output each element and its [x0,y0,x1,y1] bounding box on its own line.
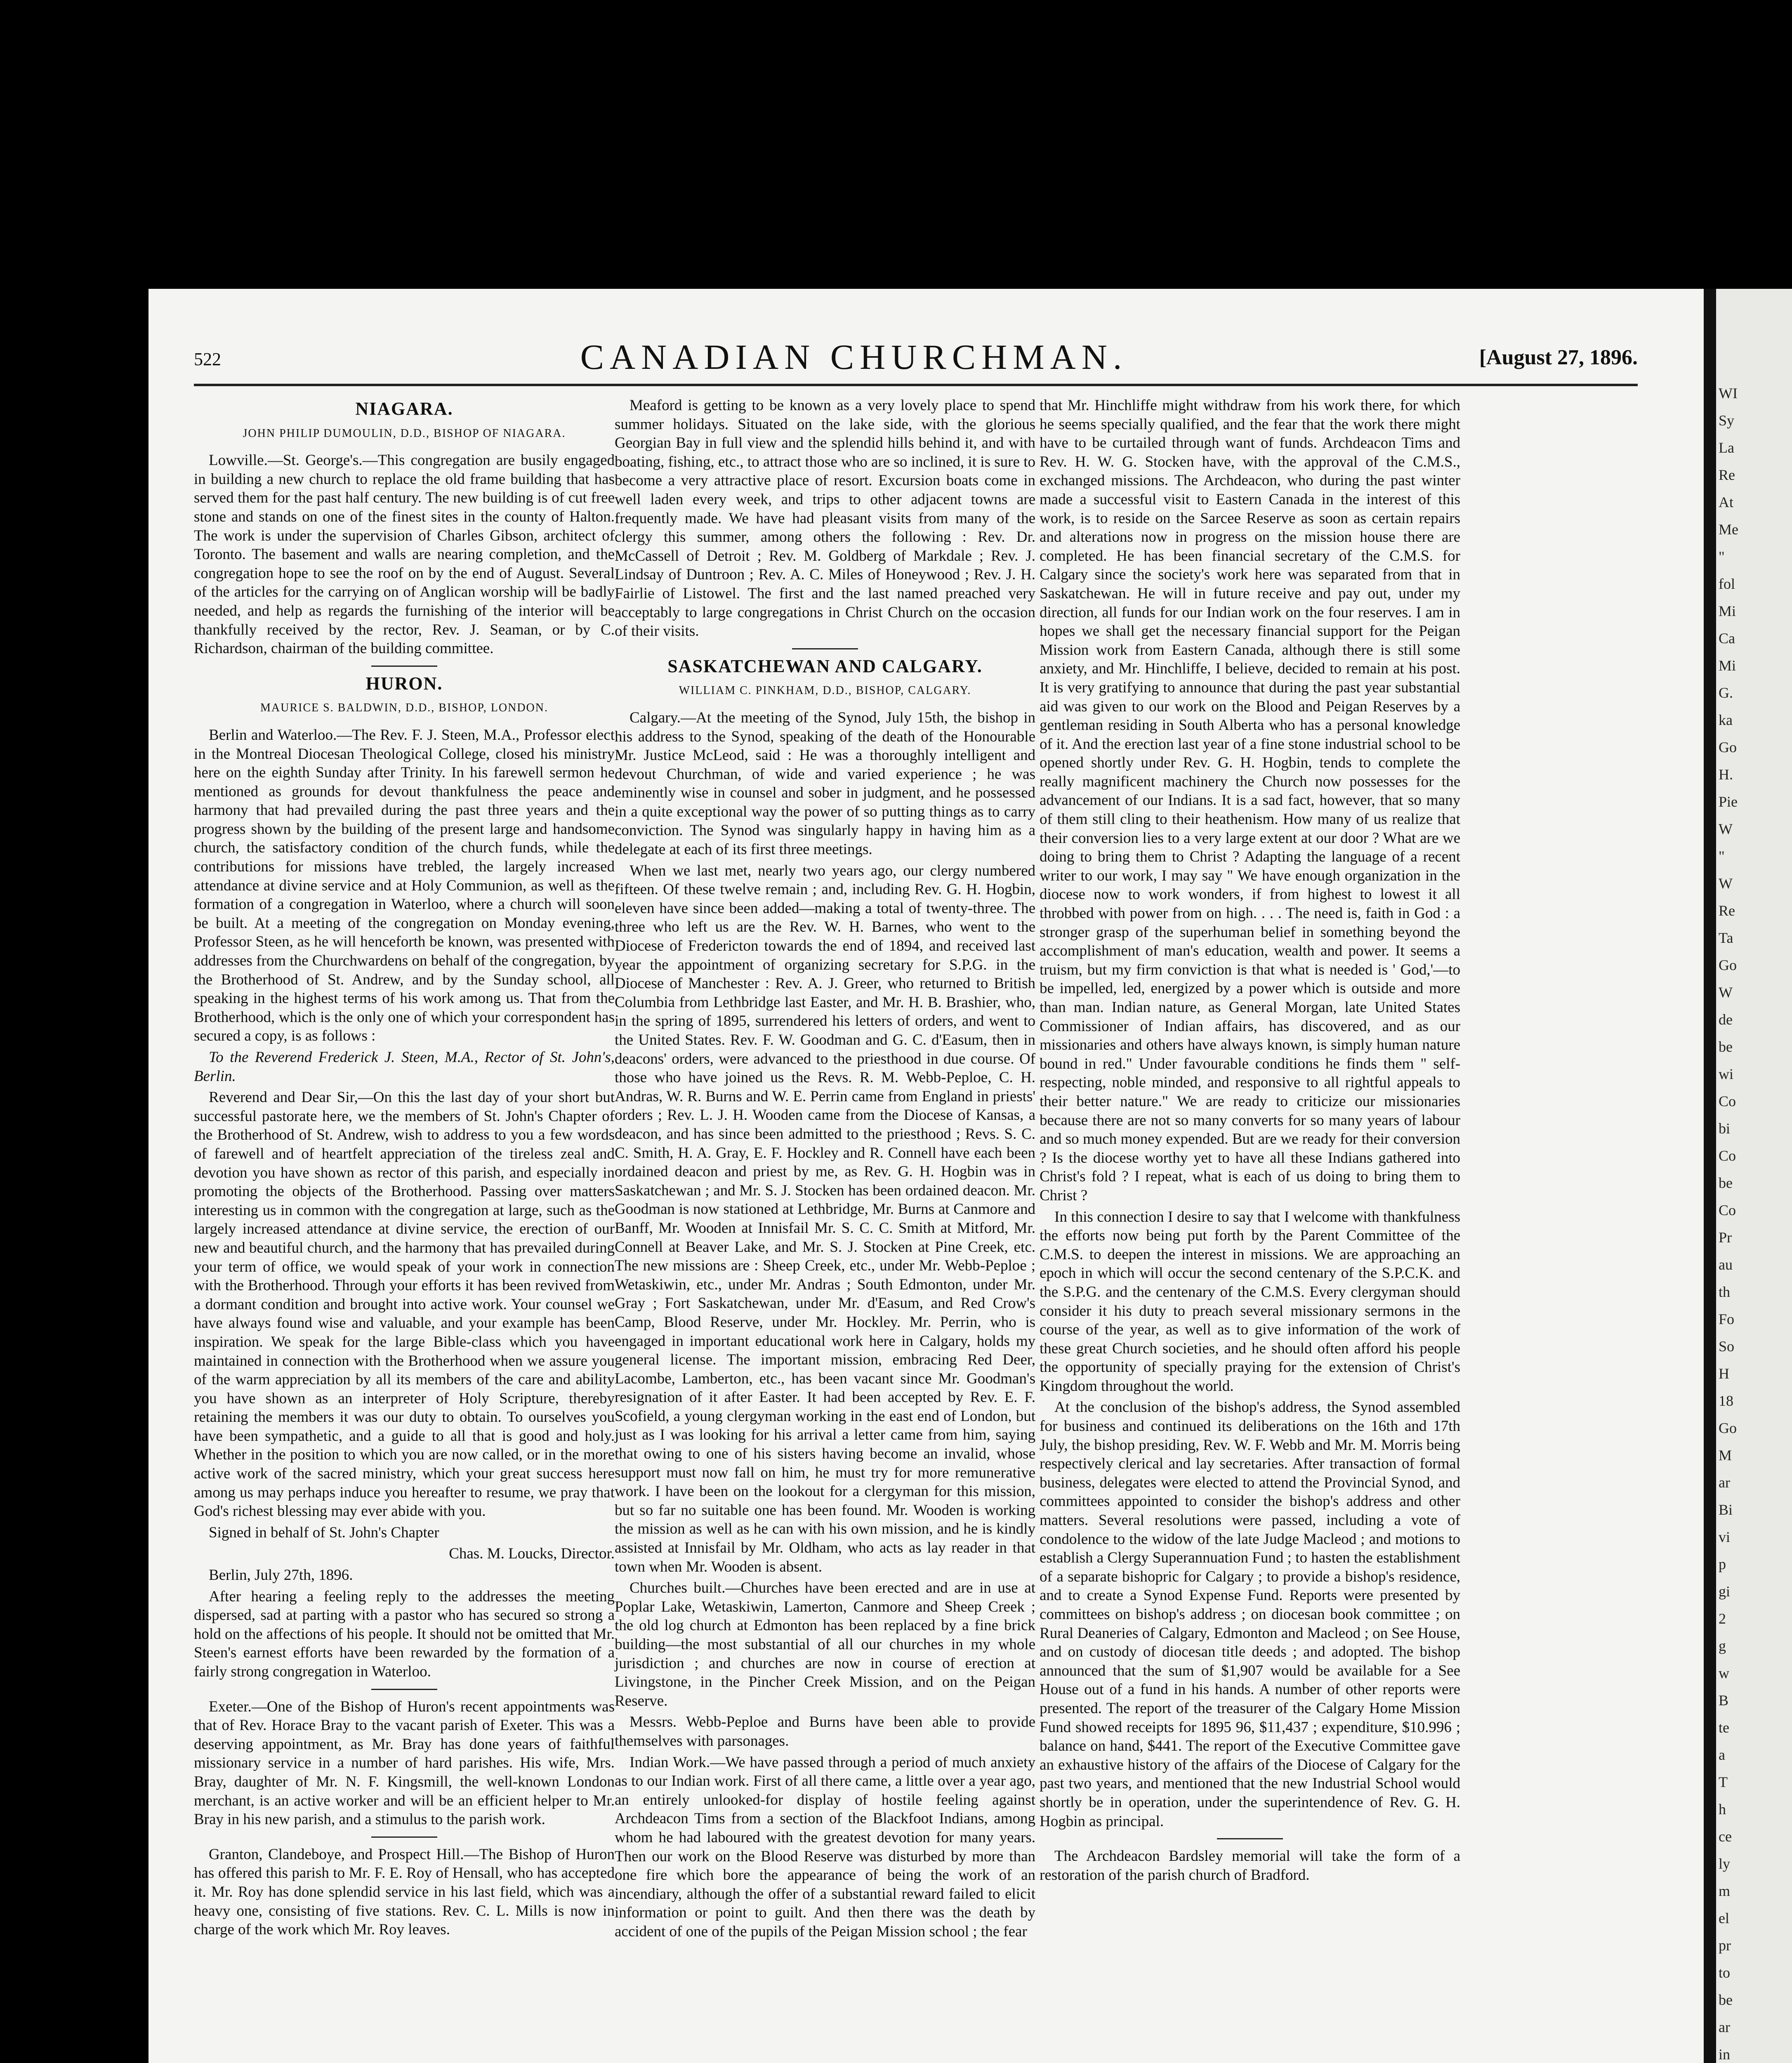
paragraph: Calgary.—At the meeting of the Synod, July 15th, the bishop in his address to the Synod, speaking of the death of the Honourable Mr. Justice McLeod, said : He was a thoroughly intelligent and devout Churchman, of wide and varied experience ; he was eminently wise in counsel and sober in judgment, and he possessed in a quite exceptional way the power of so putting things as to carry conviction. The Synod was singularly happy in having him as a delegate at each of its first three meetings. [615,709,1035,858]
adjacent-page-fragment: T [1719,1774,1728,1790]
adjacent-page-fragment: be [1719,1992,1733,2008]
section-heading-niagara: NIAGARA. [355,399,453,419]
adjacent-page-fragment: So [1719,1338,1735,1355]
section-divider [371,1689,437,1690]
adjacent-page-fragment: in [1719,2046,1731,2063]
adjacent-page-fragment: ar [1719,1474,1730,1491]
adjacent-page-fragment: G. [1719,685,1733,701]
paragraph: Granton, Clandeboye, and Prospect Hill.—The Bishop of Huron has offered this parish to Mr. F. E. Roy of Hensall, who has accepted it. Mr. Roy has done splendid service in his last field, which was a heavy one, consisting of five stations. Rev. C. L. Mills is now in charge of the work which Mr. Roy leaves. [194,1846,615,1938]
paragraph: Berlin and Waterloo.—The Rev. F. J. Steen, M.A., Professor elect in the Montreal Diocesan Theological College, closed his ministry here on the eighth Sunday after Trinity. In his farewell sermon he mentioned as grounds for devout thankfulness the peace and harmony that had prevailed during the past three years and the progress shown by the building of the present large and handsome church, the satisfactory condition of the church funds, while the contributions for missions have trebled, the largely increased attendance at divine service and at Holy Communion, as well as the formation of a congregation in Waterloo, where a church will soon be built. At a meeting of the congregation on Monday evening, Professor Steen, as he will henceforth be known, was presented with addresses from the Churchwardens on behalf of the congregation, by the Brotherhood of St. Andrew, and by the Sunday school, all speaking in the highest terms of his work among us. That from the Brotherhood, which is the only one of which your correspondent has secured a copy, is as follows : [194,726,615,1045]
adjacent-page-fragment: Pr [1719,1229,1732,1246]
signature: Chas. M. Loucks, Director. [449,1545,615,1563]
adjacent-page-fragment: ce [1719,1828,1732,1845]
page-header [194,336,1638,378]
adjacent-page-fragment: W [1719,875,1733,892]
adjacent-page-fragment: Co [1719,1202,1736,1218]
adjacent-page-fragment: g [1719,1638,1726,1654]
adjacent-page-fragment: Co [1719,1093,1736,1109]
adjacent-page-fragment: WI [1719,385,1738,401]
byline-niagara: JOHN PHILIP DUMOULIN, D.D., BISHOP OF NIAGARA. [243,427,566,440]
paragraph: Lowville.—St. George's.—This congregation are busily engaged in building a new church to replace the old frame building that has served them for the past half century. The new building is of cut free stone and stands on one of the finest sites in the county of Halton. The work is under the supervision of Charles Gibson, architect of Toronto. The basement and walls are nearing completion, and the congregation hope to see the roof on by the end of August. Several of the articles for the carrying on of Anglican worship will be badly needed, and help as regards the furnishing of the interior will be thankfully received by the rector, Rev. J. Seaman, or by C. Richardson, chairman of the building committee. [194,452,615,657]
adjacent-page-fragment: to [1719,1964,1731,1981]
paragraph: Churches built.—Churches have been erected and are in use at Poplar Lake, Wetaskiwin, Lamerton, Canmore and Sheep Creek ; the old log church at Edmonton has been replaced by a fine brick building—the most substantial of all our churches in my whole jurisdiction ; and churches are now in course of erection at Livingstone, in the Pincher Creek Mission, and on the Peigan Reserve. [615,1579,1035,1709]
adjacent-page-fragment: Co [1719,1147,1736,1164]
adjacent-page-fragment: Go [1719,957,1737,973]
adjacent-page-fragment: m [1719,1883,1731,1899]
adjacent-page-fragment: At [1719,494,1733,510]
adjacent-page-fragment: 18 [1719,1393,1733,1409]
adjacent-page-fragment: Ca [1719,630,1735,647]
adjacent-page-fragment: vi [1719,1529,1731,1545]
adjacent-page-fragment: ka [1719,712,1733,728]
publication-title: CANADIAN CHURCHMAN. [580,337,1128,377]
adjacent-page-fragment: au [1719,1256,1733,1273]
dateline: Berlin, July 27th, 1896. [209,1567,353,1584]
adjacent-page-fragment: W [1719,821,1733,837]
adjacent-page-fragment: wi [1719,1066,1733,1082]
adjacent-page-fragment: Fo [1719,1311,1735,1327]
adjacent-page-fragment: Bi [1719,1501,1733,1518]
column-1 [194,396,615,1942]
paragraph: Reverend and Dear Sir,—On this the last day of your short but successful pastorate here, we the members of St. John's Chapter of the Brotherhood of St. Andrew, wish to address to you a few words of farewell and of heartfelt appreciation of the tireless zeal and devotion you have shown as rector of this parish, and especially in promoting the objects of the Brotherhood. Passing over matters interesting us in common with the congregation at large, such as the largely increased attendance at divine service, the erection of our new and beautiful church, and the harmony that has prevailed during your term of office, we would speak of your work in connection with the Brotherhood. Through your efforts it has been revived from a dormant condition and brought into active work. Your counsel we have always found wise and valuable, and your example has been inspiration. We speak for the large Bible-class which you have maintained in connection with the Brotherhood when we assure you of the warm appreciation by all its members of the care and ability you have shown as an interpreter of Holy Scripture, thereby retaining the members it was our duty to obtain. To ourselves you have been sympathetic, and a guide to all that is good and holy. Whether in the position to which you are now called, or in the more active work of the sacred ministry, which your great success here among us may perhaps induce you hereafter to resume, we pray that God's richest blessing may ever abide with you. [194,1089,615,1520]
byline-huron: MAURICE S. BALDWIN, D.D., BISHOP, LONDON. [260,701,548,715]
adjacent-page-fragment: H. [1719,766,1733,783]
adjacent-page-fragment: " [1719,548,1725,565]
section-divider [792,648,858,649]
adjacent-page-fragment: th [1719,1284,1731,1300]
adjacent-page-fragment: be [1719,1039,1733,1055]
adjacent-page-strip [1704,289,1792,2063]
section-divider [1217,1838,1283,1839]
adjacent-page-fragment: pr [1719,1937,1731,1954]
adjacent-page-fragment: Re [1719,902,1735,919]
paragraph: Meaford is getting to be known as a very lovely place to spend summer holidays. Situated on the lake side, with the glorious Georgian Bay in full view and the splendid hills behind it, and with boating, fishing, etc., to attract those who are so inclined, it is sure to become a very attractive place of resort. Excursion boats come in well laden every week, and trips to other adjacent towns are frequently made. We have had pleasant visits from many of the clergy this summer, among others the following : Rev. Dr. McCassell of Detroit ; Rev. M. Goldberg of Markdale ; Rev. J. Lindsay of Duntroon ; Rev. A. C. Miles of Honeywood ; Rev. J. H. Fairlie of Listowel. The first and the last named preached very acceptably to large congregations in Christ Church on the occasion of their visits. [615,397,1035,640]
page-number: 522 [194,349,221,369]
adjacent-page-fragment: La [1719,439,1734,456]
adjacent-page-fragment: el [1719,1910,1729,1926]
section-heading-huron: HURON. [365,673,443,694]
signed-line: Signed in behalf of St. John's Chapter [209,1524,439,1541]
adjacent-page-fragment: Re [1719,467,1735,483]
issue-date: [August 27, 1896. [1479,346,1638,369]
column-2 [615,396,1035,1944]
paragraph: Messrs. Webb-Peploe and Burns have been able to provide themselves with parsonages. [615,1714,1035,1749]
adjacent-page-fragment: M [1719,1447,1732,1463]
header-rule [194,384,1638,386]
paragraph: At the conclusion of the bishop's address, the Synod assembled for business and continued its deliberations on the 16th and 17th July, the bishop presiding, Rev. W. F. Webb and Mr. M. Morris being respectively clerical and lay secretaries. After transaction of formal business, delegates were elected to attend the Provincial Synod, and committees appointed to consider the bishop's address and other matters. Several resolutions were passed, including a vote of condolence to the widow of the late Judge Macleod ; and motions to establish a Clergy Superannuation Fund ; to hasten the establishment of a separate bishopric for Calgary ; to provide a bishop's residence, and to create a Synod Expense Fund. Reports were presented by committees on bishop's address ; on diocesan book committee ; on Rural Deaneries of Calgary, Edmonton and Macleod ; on See House, and on custody of diocesan title deeds ; and adopted. The bishop announced that the sum of $1,907 would be available for a See House out of a fund in his hands. A number of other reports were presented. The report of the treasurer of the Calgary Home Mission Fund showed receipts for 1895 96, $11,437 ; expenditure, $10.996 ; balance on hand, $441. The report of the Executive Committee gave an exhaustive history of the affairs of the Diocese of Calgary for the past two years, and mentioned that the new Industrial School would shortly be in operation, under the superintendence of Rev. G. H. Hogbin as principal. [1040,1399,1460,1830]
adjacent-page-fragment: Sy [1719,412,1735,429]
address-line: To the Reverend Frederick J. Steen, M.A., Rector of St. John's, Berlin. [194,1049,615,1085]
adjacent-page-fragment: bi [1719,1120,1731,1137]
adjacent-page-fragment: H [1719,1365,1729,1382]
adjacent-page-fragment: Go [1719,739,1737,755]
adjacent-page-fragment: be [1719,1175,1733,1191]
section-heading-saskatchewan: SASKATCHEWAN AND CALGARY. [667,656,983,676]
adjacent-page-fragment: B [1719,1692,1729,1709]
adjacent-page-fragment: h [1719,1801,1726,1818]
adjacent-page-fragment: Go [1719,1420,1737,1436]
adjacent-page-fragment: w [1719,1665,1729,1681]
adjacent-page-fragment: 2 [1719,1610,1726,1627]
adjacent-page-fragment: Mi [1719,603,1736,619]
paragraph: The Archdeacon Bardsley memorial will take the form of a restoration of the parish church of Bradford. [1040,1848,1460,1884]
adjacent-page-fragment: W [1719,984,1733,1001]
adjacent-page-fragment: " [1719,848,1725,864]
page-gutter [1704,289,1716,2063]
paragraph: In this connection I desire to say that I welcome with thankfulness the efforts now being put forth by the Parent Committee of the C.M.S. to deepen the interest in missions. We are approaching an epoch in which will occur the second centenary of the S.P.C.K. and the S.P.G. and the centenary of the C.M.S. Every clergyman should consider it his duty to preach several missionary sermons in the course of the year, as well as to give information of the work of these great Church societies, and he should often afford his people the opportunity of specially praying for the extension of Christ's Kingdom throughout the world. [1040,1208,1460,1395]
adjacent-page-fragment: Ta [1719,930,1733,946]
section-divider [371,666,437,667]
adjacent-page-fragment: Me [1719,521,1738,538]
section-divider [371,1836,437,1838]
paragraph: After hearing a feeling reply to the addresses the meeting dispersed, sad at parting with a pastor who has secured so strong a hold on the affections of his people. It should not be omitted that Mr. Steen's earnest efforts have been rewarded by the formation of a fairly strong congregation in Waterloo. [194,1588,615,1680]
paragraph: When we last met, nearly two years ago, our clergy numbered fifteen. Of these twelve remain ; and, including Rev. G. H. Hogbin, eleven have since been added—making a total of twenty-three. The three who left us are the Rev. W. H. Barnes, who went to the Diocese of Fredericton towards the end of 1894, and received last year the appointment of organizing secretary for S.P.G. in the Diocese of Manchester : Rev. A. J. Greer, who returned to British Columbia from Lethbridge last Easter, and Mr. H. B. Brashier, who, in the spring of 1895, surrendered his letters of orders, and went to the United States. Rev. F. W. Goodman and G. C. d'Easum, then in deacons' orders, were advanced to the priesthood in due course. Of those who have joined us the Revs. R. M. Webb-Peploe, C. H. Andras, W. R. Burns and W. E. Perrin came from England in priests' orders ; Rev. L. J. H. Wooden came from the Diocese of Kansas, a deacon, and has since been admitted to the priesthood ; Revs. S. C. C. Smith, H. A. Gray, E. F. Hockley and R. Connell have each been ordained deacon and priest by me, as Rev. G. H. Hogbin was in Saskatchewan ; and Mr. S. J. Stocken has been ordained deacon. Mr. Goodman is now stationed at Lethbridge, Mr. Burns at Canmore and Banff, Mr. Wooden at Innisfail Mr. S. C. C. Smith at Mitford, Mr. Connell at Beaver Lake, and Mr. S. J. Stocken at Pine Creek, etc. The new missions are : Sheep Creek, etc., under Mr. Webb-Peploe ; Wetaskiwin, etc., under Mr. Andras ; South Edmonton, under Mr. Gray ; Fort Saskatchewan, under Mr. d'Easum, and Red Crow's Camp, Blood Reserve, under Mr. Hockley. Mr. Perrin, who is engaged in important educational work here in Calgary, holds my general license. The important mission, embracing Red Deer, Lacombe, Lamberton, etc., has been vacant since Mr. Goodman's resignation of it after Easter. It had been accepted by Rev. E. F. Scofield, a young clergyman working in the east end of London, but just as I was looking for his arrival a letter came from him, saying that owing to one of his sisters having become an invalid, whose support must now fall on him, he must try for more remunerative work. I have been on the lookout for a clergyman for this mission, but so far no suitable one has been found. Mr. Wooden is working the mission as well as he can with his own mission, and he is kindly assisted at Innisfail by Mr. Oldham, who acts as lay reader in that town when Mr. Wooden is absent. [615,862,1035,1575]
adjacent-page-fragment: a [1719,1747,1725,1763]
adjacent-page-fragment: Pie [1719,793,1738,810]
adjacent-page-fragment: te [1719,1719,1729,1736]
paragraph: that Mr. Hinchliffe might withdraw from his work there, for which he seems specially qualified, and the fear that the work there might have to be curtailed through want of funds. Archdeacon Tims and Rev. H. W. G. Stocken have, with the approval of the C.M.S., exchanged missions. The Archdeacon, who during the past winter made a successful visit to Eastern Canada in the interest of this work, is to reside on the Sarcee Reserve as soon as certain repairs and alterations now in progress on the mission house there are completed. He has been financial secretary of the C.M.S. for Calgary since the society's work here was separated from that in Saskatchewan. He will in future receive and pay out, under my direction, all funds for our Indian work on the four reserves. I am in hopes we shall get the necessary financial support for the Peigan Mission work from Eastern Canada, although there is still some anxiety, and Mr. Hinchliffe, I believe, decided to remain at his post. It is very gratifying to announce that during the past year substantial aid was given to our work on the Blood and Peigan Reserves by a gentleman residing in South Alberta who has a personal knowledge of it. And the erection last year of a fine stone industrial school to be opened shortly under Rev. G. H. Hogbin, tends to complete the really magnificent machinery the Church now possesses for the advancement of our Indians. It is a sad fact, however, that so many of them still cling to their heathenism. How many of us realize that their conversion lies to a very large extent at our door ? What are we doing to bring them to Christ ? Adapting the language of a recent writer to our work, I may say " We have enough organization in the diocese now to work wonders, if from highest to lowest it all throbbed with power from on high. . . . The need is, faith in God : a stronger grasp of the superhuman belief in something beyond the accomplishment of man's education, wealth and power. It seems a truism, but my firm conviction is that what is needed is ' God,'—to be impelled, led, energized by a power which is outside and more than man. Indian nature, as General Morgan, late United States Commissioner of Indian affairs, has discovered, and as our missionaries and others have always known, is simply human nature bound in red." Under favourable conditions he finds them " self-respecting, noble minded, and responsive to all rightful appeals to their better nature." We are ready to criticize our missionaries because there are not so many converts for so many years of labour and so much money expended. But are we ready for their conversion ? Is the diocese worthy yet to have all these Indians gathered into Christ's fold ? I repeat, what is each of us doing to bring them to Christ ? [1040,397,1460,1204]
byline-saskatchewan: WILLIAM C. PINKHAM, D.D., BISHOP, CALGARY. [679,684,971,697]
adjacent-page-fragment: ar [1719,2019,1730,2035]
column-3 [1040,396,1460,1887]
adjacent-page-fragment: ly [1719,1855,1731,1872]
paragraph: Exeter.—One of the Bishop of Huron's recent appointments was that of Rev. Horace Bray to the vacant parish of Exeter. This was a deserving appointment, as Mr. Bray has done years of faithful missionary service in a number of hard parishes. His wife, Mrs. Bray, daughter of Mr. N. F. Kingsmill, the well-known London merchant, is an active worker and will be an efficient helper to Mr. Bray in his new parish, and a stimulus to the parish work. [194,1698,615,1828]
adjacent-page-fragment: p [1719,1556,1726,1572]
paragraph: Indian Work.—We have passed through a period of much anxiety as to our Indian work. First of all there came, a little over a year ago, an entirely unlooked-for display of hostile feeling against Archdeacon Tims from a section of the Blackfoot Indians, among whom he had laboured with the greatest devotion for many years. Then our work on the Blood Reserve was disturbed by more than one fire which bore the appearance of being the work of an incendiary, although the offer of a substantial reward failed to elicit information or point to guilt. And then there was the death by accident of one of the pupils of the Peigan Mission school ; the fear [615,1754,1035,1940]
adjacent-page-fragment: gi [1719,1583,1731,1600]
adjacent-page-fragment: fol [1719,576,1735,592]
adjacent-page-fragment: Mi [1719,657,1736,674]
adjacent-page-fragment: de [1719,1011,1733,1028]
